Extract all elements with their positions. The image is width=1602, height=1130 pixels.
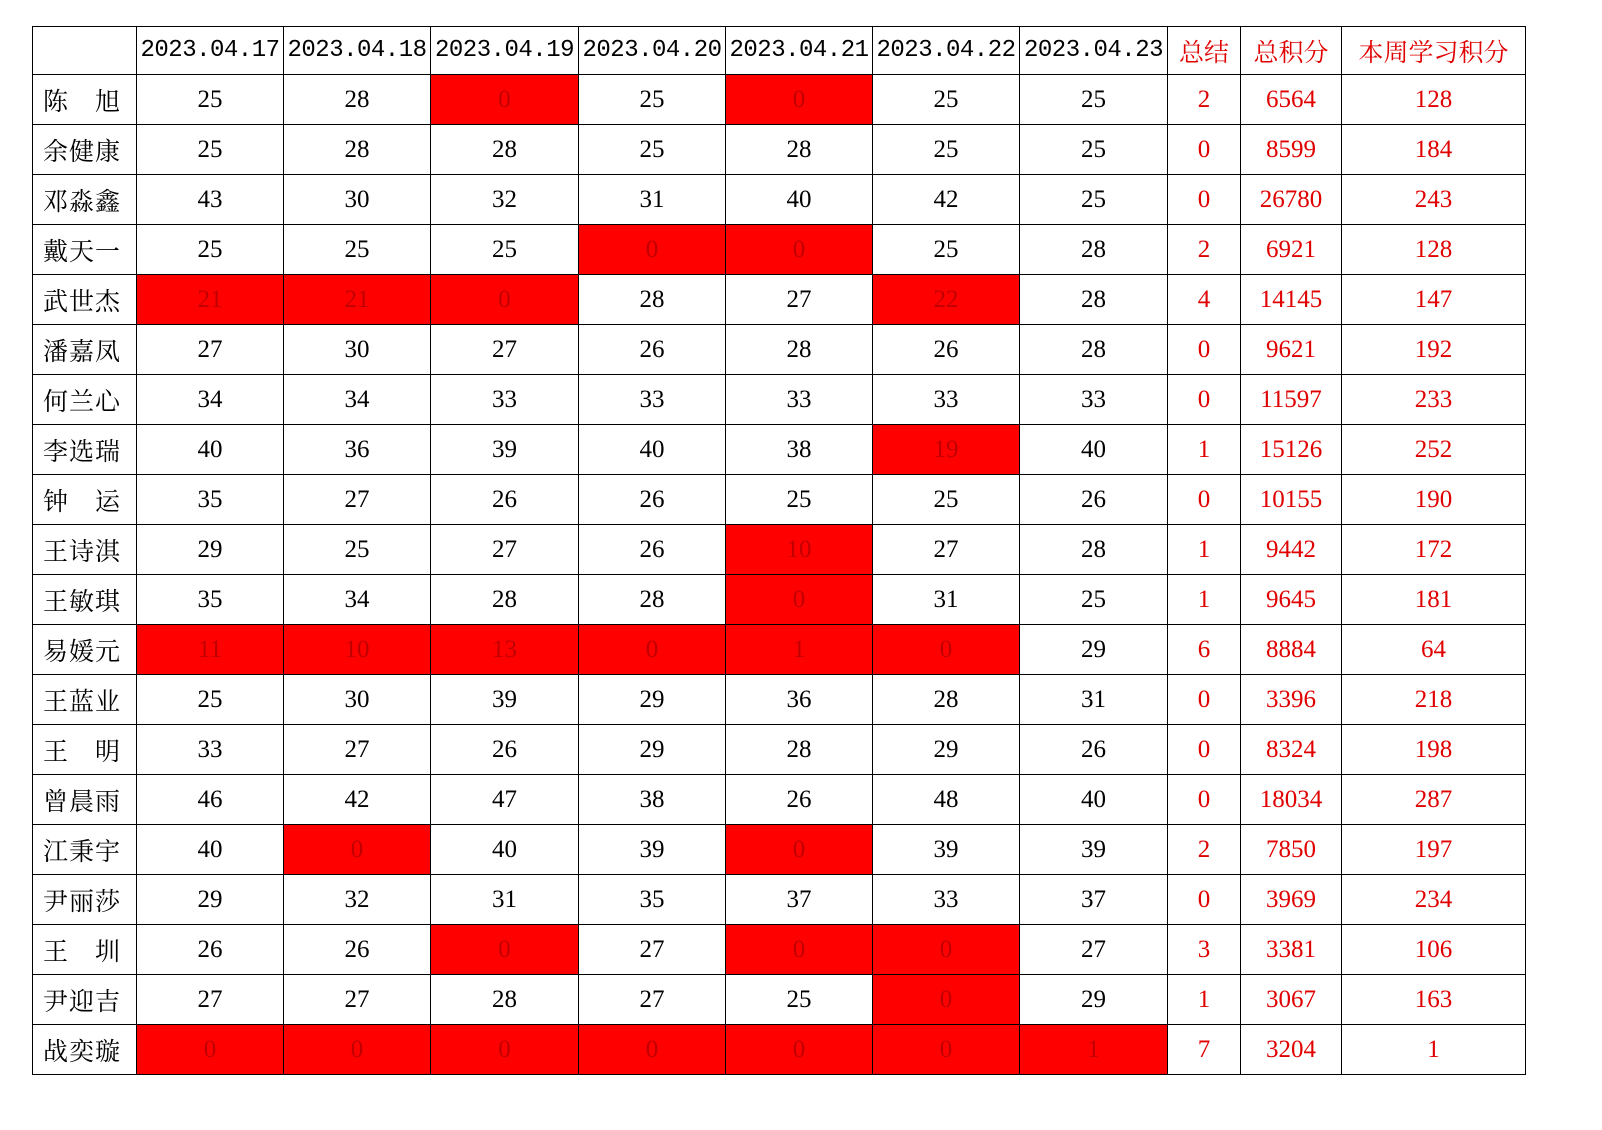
daily-score-cell: 31: [1020, 675, 1168, 725]
daily-score-cell: 26: [579, 525, 726, 575]
daily-score-cell: 26: [726, 775, 873, 825]
daily-score-cell: 25: [137, 675, 284, 725]
daily-score-cell: 21: [284, 275, 431, 325]
week-points-cell: 181: [1342, 575, 1526, 625]
daily-score-cell: 25: [284, 225, 431, 275]
daily-score-cell: 29: [873, 725, 1020, 775]
daily-score-cell: 29: [579, 725, 726, 775]
summary-count-cell: 0: [1168, 775, 1241, 825]
table-row: [33, 475, 1526, 525]
daily-score-cell: 26: [579, 475, 726, 525]
table-row: [33, 225, 1526, 275]
student-name: 王诗淇: [33, 525, 137, 575]
total-points-cell: 3396: [1241, 675, 1342, 725]
daily-score-cell: 26: [579, 325, 726, 375]
week-points-cell: 106: [1342, 925, 1526, 975]
daily-score-cell: 28: [726, 125, 873, 175]
daily-score-cell: 10: [726, 525, 873, 575]
daily-score-cell: 0: [873, 1025, 1020, 1075]
daily-score-cell: 46: [137, 775, 284, 825]
daily-score-cell: 0: [726, 75, 873, 125]
total-points-cell: 26780: [1241, 175, 1342, 225]
daily-score-cell: 28: [873, 675, 1020, 725]
daily-score-cell: 0: [579, 1025, 726, 1075]
daily-score-cell: 31: [873, 575, 1020, 625]
week-points-cell: 198: [1342, 725, 1526, 775]
daily-score-cell: 27: [431, 525, 579, 575]
daily-score-cell: 0: [873, 975, 1020, 1025]
daily-score-cell: 34: [284, 375, 431, 425]
daily-score-cell: 25: [726, 975, 873, 1025]
daily-score-cell: 28: [726, 325, 873, 375]
daily-score-cell: 0: [873, 625, 1020, 675]
daily-score-cell: 25: [873, 75, 1020, 125]
week-points-cell: 287: [1342, 775, 1526, 825]
week-points-header: 本周学习积分: [1342, 27, 1526, 75]
daily-score-cell: 21: [137, 275, 284, 325]
daily-score-cell: 0: [284, 825, 431, 875]
daily-score-cell: 42: [873, 175, 1020, 225]
daily-score-cell: 27: [284, 475, 431, 525]
total-points-cell: 15126: [1241, 425, 1342, 475]
summary-count-cell: 1: [1168, 425, 1241, 475]
total-points-cell: 18034: [1241, 775, 1342, 825]
daily-score-cell: 26: [137, 925, 284, 975]
total-points-cell: 8884: [1241, 625, 1342, 675]
student-name: 余健康: [33, 125, 137, 175]
summary-count-cell: 0: [1168, 175, 1241, 225]
daily-score-cell: 29: [1020, 625, 1168, 675]
table-row: [33, 825, 1526, 875]
daily-score-cell: 37: [1020, 875, 1168, 925]
student-name: 曾晨雨: [33, 775, 137, 825]
date-header-6: 2023.04.22: [873, 27, 1020, 75]
table-row: [33, 575, 1526, 625]
daily-score-cell: 0: [579, 625, 726, 675]
summary-count-cell: 0: [1168, 475, 1241, 525]
total-points-cell: 7850: [1241, 825, 1342, 875]
total-points-cell: 10155: [1241, 475, 1342, 525]
total-points-cell: 6921: [1241, 225, 1342, 275]
summary-count-cell: 1: [1168, 975, 1241, 1025]
daily-score-cell: 28: [431, 125, 579, 175]
daily-score-cell: 40: [137, 825, 284, 875]
total-points-cell: 9645: [1241, 575, 1342, 625]
table-row: [33, 325, 1526, 375]
summary-count-cell: 2: [1168, 825, 1241, 875]
daily-score-cell: 31: [579, 175, 726, 225]
summary-count-cell: 0: [1168, 675, 1241, 725]
daily-score-cell: 29: [137, 525, 284, 575]
daily-score-cell: 34: [137, 375, 284, 425]
daily-score-cell: 34: [284, 575, 431, 625]
daily-score-cell: 33: [873, 875, 1020, 925]
daily-score-cell: 0: [579, 225, 726, 275]
date-header-7: 2023.04.23: [1020, 27, 1168, 75]
student-name: 邓淼鑫: [33, 175, 137, 225]
summary-count-cell: 0: [1168, 725, 1241, 775]
total-points-cell: 11597: [1241, 375, 1342, 425]
daily-score-cell: 29: [579, 675, 726, 725]
daily-score-cell: 27: [579, 975, 726, 1025]
total-points-cell: 3204: [1241, 1025, 1342, 1075]
summary-count-cell: 7: [1168, 1025, 1241, 1075]
student-name: 战奕璇: [33, 1025, 137, 1075]
week-points-cell: 128: [1342, 225, 1526, 275]
daily-score-cell: 0: [431, 75, 579, 125]
summary-count-cell: 0: [1168, 325, 1241, 375]
student-name: 王 明: [33, 725, 137, 775]
daily-score-cell: 25: [873, 225, 1020, 275]
daily-score-cell: 27: [873, 525, 1020, 575]
daily-score-cell: 39: [873, 825, 1020, 875]
daily-score-cell: 40: [137, 425, 284, 475]
daily-score-cell: 40: [1020, 425, 1168, 475]
daily-score-cell: 40: [726, 175, 873, 225]
daily-score-cell: 33: [579, 375, 726, 425]
table-row: [33, 975, 1526, 1025]
daily-score-cell: 25: [137, 75, 284, 125]
daily-score-cell: 26: [284, 925, 431, 975]
table-row: [33, 125, 1526, 175]
corner-cell: [33, 27, 137, 75]
table-row: [33, 175, 1526, 225]
daily-score-cell: 43: [137, 175, 284, 225]
daily-score-cell: 1: [1020, 1025, 1168, 1075]
week-points-cell: 190: [1342, 475, 1526, 525]
week-points-cell: 252: [1342, 425, 1526, 475]
student-name: 王蓝业: [33, 675, 137, 725]
week-points-cell: 184: [1342, 125, 1526, 175]
daily-score-cell: 11: [137, 625, 284, 675]
week-points-cell: 192: [1342, 325, 1526, 375]
date-header-1: 2023.04.17: [137, 27, 284, 75]
daily-score-cell: 38: [726, 425, 873, 475]
daily-score-cell: 31: [431, 875, 579, 925]
table-row: [33, 275, 1526, 325]
daily-score-cell: 33: [1020, 375, 1168, 425]
table-row: [33, 625, 1526, 675]
daily-score-cell: 0: [726, 1025, 873, 1075]
daily-score-cell: 47: [431, 775, 579, 825]
week-points-cell: 147: [1342, 275, 1526, 325]
daily-score-cell: 1: [726, 625, 873, 675]
daily-score-cell: 39: [431, 675, 579, 725]
summary-count-cell: 2: [1168, 75, 1241, 125]
daily-score-cell: 30: [284, 325, 431, 375]
student-name: 尹迎吉: [33, 975, 137, 1025]
table-row: [33, 1025, 1526, 1075]
daily-score-cell: 25: [579, 75, 726, 125]
daily-score-cell: 29: [1020, 975, 1168, 1025]
daily-score-cell: 26: [873, 325, 1020, 375]
daily-score-cell: 0: [284, 1025, 431, 1075]
total-points-cell: 14145: [1241, 275, 1342, 325]
summary-count-cell: 1: [1168, 525, 1241, 575]
student-name: 王 圳: [33, 925, 137, 975]
daily-score-cell: 28: [431, 975, 579, 1025]
total-points-cell: 9621: [1241, 325, 1342, 375]
daily-score-cell: 33: [873, 375, 1020, 425]
daily-score-cell: 39: [579, 825, 726, 875]
daily-score-cell: 0: [726, 575, 873, 625]
student-name: 陈 旭: [33, 75, 137, 125]
summary-count-cell: 0: [1168, 875, 1241, 925]
daily-score-cell: 27: [284, 975, 431, 1025]
daily-score-cell: 28: [726, 725, 873, 775]
student-name: 钟 运: [33, 475, 137, 525]
daily-score-cell: 26: [1020, 725, 1168, 775]
daily-score-cell: 0: [726, 925, 873, 975]
table-row: [33, 775, 1526, 825]
total-points-cell: 3969: [1241, 875, 1342, 925]
daily-score-cell: 37: [726, 875, 873, 925]
student-name: 戴天一: [33, 225, 137, 275]
week-points-cell: 163: [1342, 975, 1526, 1025]
summary-count-cell: 0: [1168, 375, 1241, 425]
daily-score-cell: 25: [137, 125, 284, 175]
week-points-cell: 64: [1342, 625, 1526, 675]
table-row: [33, 75, 1526, 125]
daily-score-cell: 35: [579, 875, 726, 925]
date-header-3: 2023.04.19: [431, 27, 579, 75]
daily-score-cell: 25: [1020, 75, 1168, 125]
table-row: [33, 425, 1526, 475]
daily-score-cell: 26: [431, 475, 579, 525]
daily-score-cell: 13: [431, 625, 579, 675]
daily-score-cell: 25: [1020, 125, 1168, 175]
daily-score-cell: 42: [284, 775, 431, 825]
daily-score-cell: 27: [1020, 925, 1168, 975]
summary-count-cell: 1: [1168, 575, 1241, 625]
daily-score-cell: 19: [873, 425, 1020, 475]
daily-score-cell: 27: [431, 325, 579, 375]
week-points-cell: 233: [1342, 375, 1526, 425]
daily-score-cell: 48: [873, 775, 1020, 825]
week-points-cell: 128: [1342, 75, 1526, 125]
total-points-cell: 9442: [1241, 525, 1342, 575]
daily-score-cell: 27: [726, 275, 873, 325]
daily-score-cell: 26: [431, 725, 579, 775]
daily-score-cell: 25: [873, 475, 1020, 525]
daily-score-cell: 29: [137, 875, 284, 925]
daily-score-cell: 40: [1020, 775, 1168, 825]
daily-score-cell: 0: [726, 225, 873, 275]
daily-score-cell: 0: [137, 1025, 284, 1075]
summary-count-cell: 4: [1168, 275, 1241, 325]
daily-score-cell: 0: [431, 925, 579, 975]
student-name: 武世杰: [33, 275, 137, 325]
daily-score-cell: 0: [431, 275, 579, 325]
student-name: 何兰心: [33, 375, 137, 425]
total-points-cell: 6564: [1241, 75, 1342, 125]
daily-score-cell: 35: [137, 575, 284, 625]
score-table-body: [33, 27, 1526, 1075]
week-points-cell: 197: [1342, 825, 1526, 875]
week-points-cell: 234: [1342, 875, 1526, 925]
daily-score-cell: 30: [284, 175, 431, 225]
daily-score-cell: 27: [137, 325, 284, 375]
student-name: 王敏琪: [33, 575, 137, 625]
daily-score-cell: 28: [1020, 275, 1168, 325]
week-points-cell: 1: [1342, 1025, 1526, 1075]
daily-score-cell: 25: [284, 525, 431, 575]
daily-score-cell: 22: [873, 275, 1020, 325]
daily-score-cell: 32: [431, 175, 579, 225]
summary-header: 总结: [1168, 27, 1241, 75]
daily-score-cell: 28: [284, 75, 431, 125]
daily-score-cell: 30: [284, 675, 431, 725]
date-header-5: 2023.04.21: [726, 27, 873, 75]
student-name: 潘嘉凤: [33, 325, 137, 375]
student-name: 李选瑞: [33, 425, 137, 475]
daily-score-cell: 0: [431, 1025, 579, 1075]
table-row: [33, 725, 1526, 775]
daily-score-cell: 25: [431, 225, 579, 275]
total-points-cell: 8324: [1241, 725, 1342, 775]
daily-score-cell: 36: [284, 425, 431, 475]
daily-score-cell: 40: [579, 425, 726, 475]
student-name: 尹丽莎: [33, 875, 137, 925]
daily-score-cell: 28: [579, 275, 726, 325]
student-name: 江秉宇: [33, 825, 137, 875]
score-table: [32, 26, 1526, 1075]
header-row: [33, 27, 1526, 75]
total-points-cell: 3067: [1241, 975, 1342, 1025]
daily-score-cell: 26: [1020, 475, 1168, 525]
summary-count-cell: 2: [1168, 225, 1241, 275]
daily-score-cell: 28: [284, 125, 431, 175]
table-row: [33, 675, 1526, 725]
daily-score-cell: 28: [1020, 325, 1168, 375]
total-points-cell: 8599: [1241, 125, 1342, 175]
daily-score-cell: 33: [726, 375, 873, 425]
daily-score-cell: 28: [1020, 525, 1168, 575]
daily-score-cell: 39: [1020, 825, 1168, 875]
daily-score-cell: 27: [137, 975, 284, 1025]
daily-score-cell: 32: [284, 875, 431, 925]
week-points-cell: 218: [1342, 675, 1526, 725]
daily-score-cell: 25: [1020, 575, 1168, 625]
student-name: 易媛元: [33, 625, 137, 675]
summary-count-cell: 0: [1168, 125, 1241, 175]
week-points-cell: 243: [1342, 175, 1526, 225]
daily-score-cell: 0: [726, 825, 873, 875]
total-points-cell: 3381: [1241, 925, 1342, 975]
daily-score-cell: 0: [873, 925, 1020, 975]
daily-score-cell: 33: [431, 375, 579, 425]
daily-score-cell: 25: [1020, 175, 1168, 225]
daily-score-cell: 39: [431, 425, 579, 475]
table-row: [33, 375, 1526, 425]
daily-score-cell: 36: [726, 675, 873, 725]
total-points-header: 总积分: [1241, 27, 1342, 75]
daily-score-cell: 25: [137, 225, 284, 275]
table-row: [33, 925, 1526, 975]
daily-score-cell: 40: [431, 825, 579, 875]
daily-score-cell: 27: [579, 925, 726, 975]
table-row: [33, 875, 1526, 925]
daily-score-cell: 28: [1020, 225, 1168, 275]
daily-score-cell: 27: [284, 725, 431, 775]
daily-score-cell: 25: [579, 125, 726, 175]
week-points-cell: 172: [1342, 525, 1526, 575]
daily-score-cell: 10: [284, 625, 431, 675]
daily-score-cell: 33: [137, 725, 284, 775]
daily-score-cell: 25: [726, 475, 873, 525]
summary-count-cell: 3: [1168, 925, 1241, 975]
summary-count-cell: 6: [1168, 625, 1241, 675]
daily-score-cell: 35: [137, 475, 284, 525]
daily-score-cell: 28: [579, 575, 726, 625]
table-row: [33, 525, 1526, 575]
date-header-2: 2023.04.18: [284, 27, 431, 75]
date-header-4: 2023.04.20: [579, 27, 726, 75]
daily-score-cell: 25: [873, 125, 1020, 175]
daily-score-cell: 28: [431, 575, 579, 625]
daily-score-cell: 38: [579, 775, 726, 825]
